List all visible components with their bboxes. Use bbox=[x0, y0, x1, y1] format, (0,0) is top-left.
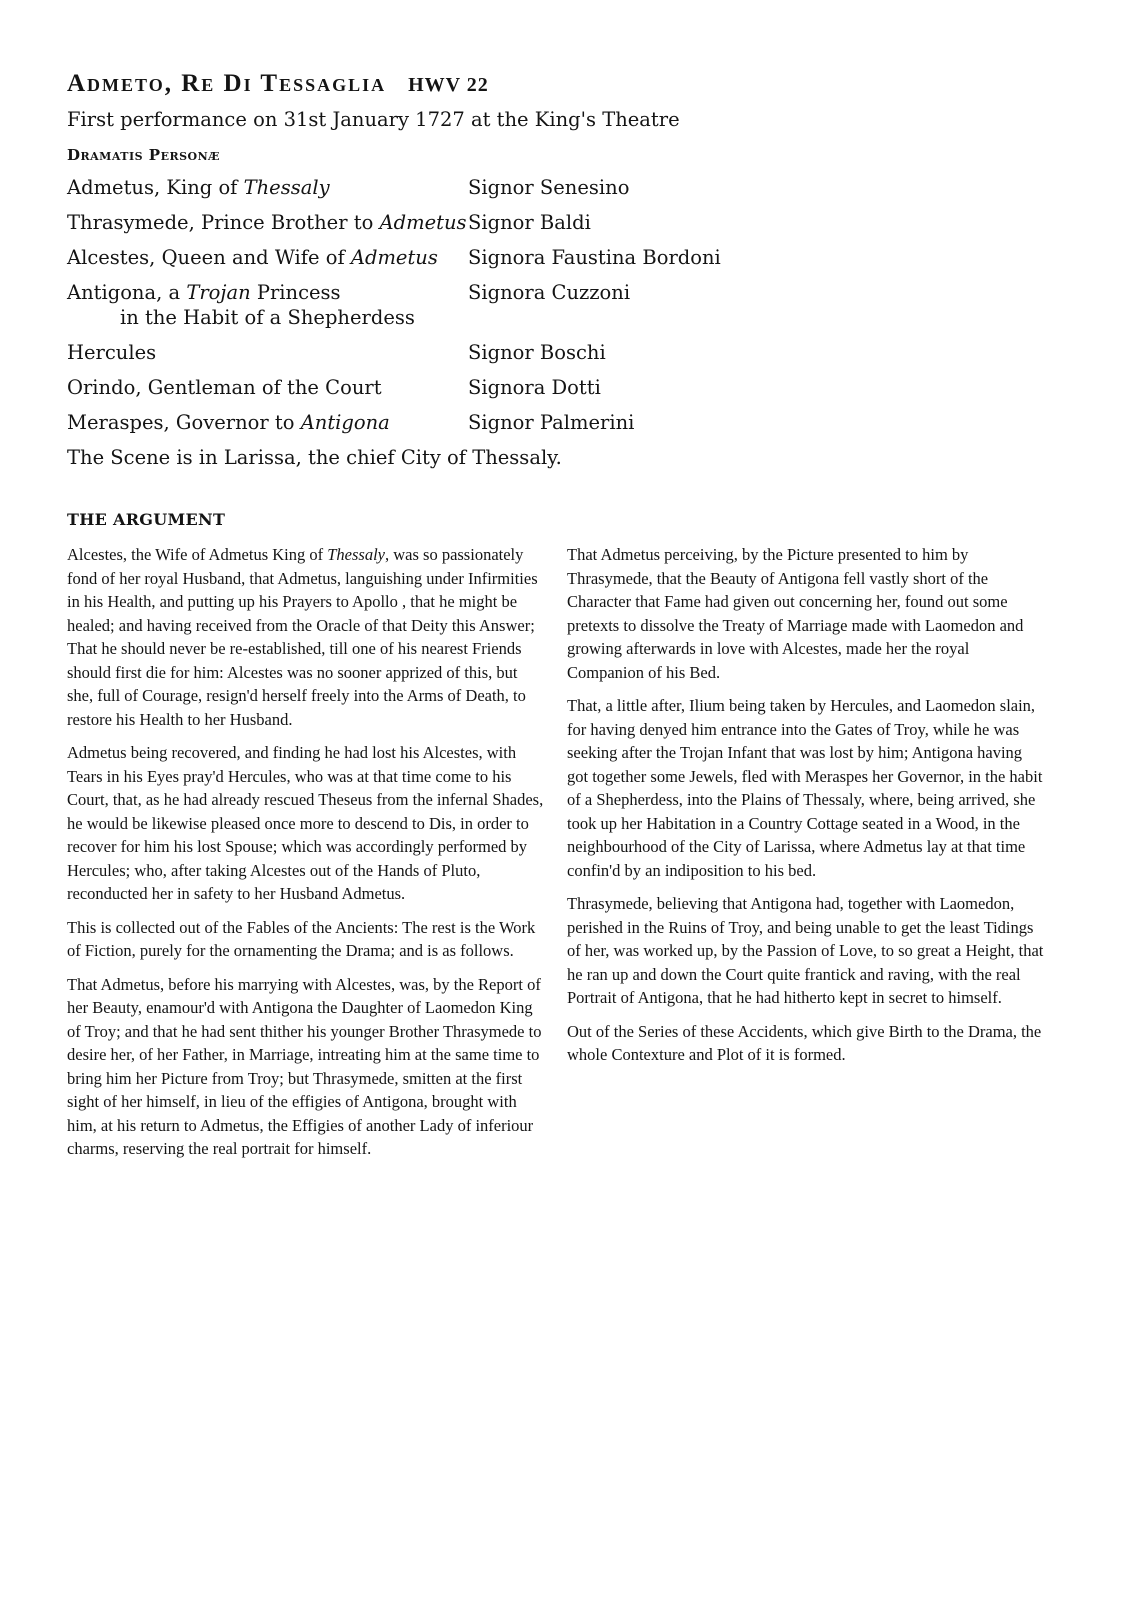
argument-heading: THE ARGUMENT bbox=[67, 510, 226, 529]
argument-paragraph: That Admetus, before his marrying with Alcestes, was, by the Report of her Beauty, enamour'd with Antigona the Daughter of Laomedon King of Troy; and that he had sent thither his younger Brother Thrasymede to desire her, of her Father, in Marriage, intreating him at the same time to bring him her Picture from Troy; but Thrasymede, smitten at the first sight of her himself, in lieu of the effigies of Antigona, brought with him, at his return to Admetus, the Effigies of another Lady of inferiour charms, reserving the real portrait for himself. bbox=[67, 974, 542, 1158]
opera-title bbox=[67, 70, 489, 98]
argument-paragraph: Out of the Series of these Accidents, which give Birth to the Drama, the whole Contexture and Plot of it is formed. bbox=[567, 1021, 1042, 1064]
role-name: Alcestes, Queen and Wife of Admetus bbox=[67, 246, 438, 269]
singer-name: Signor Palmerini bbox=[468, 411, 635, 434]
cast-row bbox=[67, 210, 767, 235]
role-name: Hercules bbox=[67, 341, 157, 364]
argument-column-left bbox=[67, 543, 547, 1171]
role-name: Thrasymede, Prince Brother to Admetus bbox=[67, 211, 467, 234]
argument-paragraph: That, a little after, Ilium being taken by Hercules, and Laomedon slain, for having denyed him entrance into the Gates of Troy, while he was seeking after the Trojan Infant that was lost by him; Antigona having got together some Jewels, fled with Meraspes her Governor, in the habit of a Shepherdess, into the Plains of Thessaly, where, being arrived, she took up her Habitation in a Country Cottage seated in a Wood, in the neighbourhood of the City of Larissa, where Admetus lay at that time confin'd by an indiposition to his bed. bbox=[567, 696, 1043, 880]
cast-row bbox=[67, 410, 767, 435]
singer-name: Signora Faustina Bordoni bbox=[468, 246, 721, 269]
singer-name: Signora Cuzzoni bbox=[468, 281, 631, 304]
role-subline: in the Habit of a Shepherdess bbox=[120, 306, 415, 329]
singer-name: Signor Baldi bbox=[468, 211, 591, 234]
scene-note: The Scene is in Larissa, the chief City of Thessaly. bbox=[67, 446, 562, 469]
singer-name: Signora Dotti bbox=[468, 376, 601, 399]
cast-list bbox=[67, 175, 767, 445]
role-name: Orindo, Gentleman of the Court bbox=[67, 376, 382, 399]
cast-row bbox=[67, 245, 767, 270]
argument-paragraph: Admetus being recovered, and finding he had lost his Alcestes, with Tears in his Eyes pray'd Hercules, who was at that time come to his Court, that, as he had already rescued Theseus from the infernal Shades, he would be likewise pleased once more to descend to Dis, in order to recover for him his lost Spouse; which was accordingly performed by Hercules; who, after taking Alcestes out of the Hands of Pluto, reconducted her in safety to her Husband Admetus. bbox=[67, 743, 544, 903]
argument-column-right bbox=[567, 543, 1047, 1077]
role-name: Antigona, a Trojan Princess in the Habit of a Shepherdess bbox=[67, 280, 468, 330]
role-name: Meraspes, Governor to Antigona bbox=[67, 411, 390, 434]
role-name: Admetus, King of Thessaly bbox=[67, 176, 330, 199]
argument-paragraph: That Admetus perceiving, by the Picture presented to him by Thrasymede, that the Beauty of Antigona fell vastly short of the Character that Fame had given out concerning her, found out some pretexts to dissolve the Treaty of Marriage made with Laomedon and growing afterwards in love with Alcestes, made her the royal Companion of his Bed. bbox=[567, 545, 1024, 682]
title-text: Admeto, Re Di Tessaglia bbox=[67, 70, 387, 97]
cast-row bbox=[67, 175, 767, 200]
argument-paragraph: This is collected out of the Fables of the Ancients: The rest is the Work of Fiction, purely for the ornamenting the Drama; and is as follows. bbox=[67, 917, 536, 960]
singer-name: Signor Senesino bbox=[468, 176, 630, 199]
argument-paragraph: Alcestes, the Wife of Admetus King of Thessaly, was so passionately fond of her royal Husband, that Admetus, languishing under Infirmities in his Health, and putting up his Prayers to Apollo , that he might be healed; and having received from the Oracle of that Deity this Answer; That he should never be re-established, till one of his nearest Friends should first die for him: Alcestes was no sooner apprized of this, but she, full of Courage, resign'd herself freely into the Arms of Death, to restore his Health to her Husband. bbox=[67, 545, 538, 729]
dramatis-personae-heading: Dramatis Personæ bbox=[67, 146, 221, 164]
catalogue-number: HWV 22 bbox=[408, 74, 489, 96]
first-performance-line: First performance on 31st January 1727 at the King's Theatre bbox=[67, 108, 680, 131]
cast-row bbox=[67, 375, 767, 400]
argument-paragraph: Thrasymede, believing that Antigona had, together with Laomedon, perished in the Ruins of Troy, and being unable to get the least Tidings of her, was worked up, by the Passion of Love, to so great a Height, that he ran up and down the Court quite frantick and raving, with the real Portrait of Antigona, that he had hitherto kept in secret to himself. bbox=[567, 894, 1044, 1007]
singer-name: Signor Boschi bbox=[468, 341, 606, 364]
cast-row bbox=[67, 340, 767, 365]
cast-row bbox=[67, 280, 767, 330]
